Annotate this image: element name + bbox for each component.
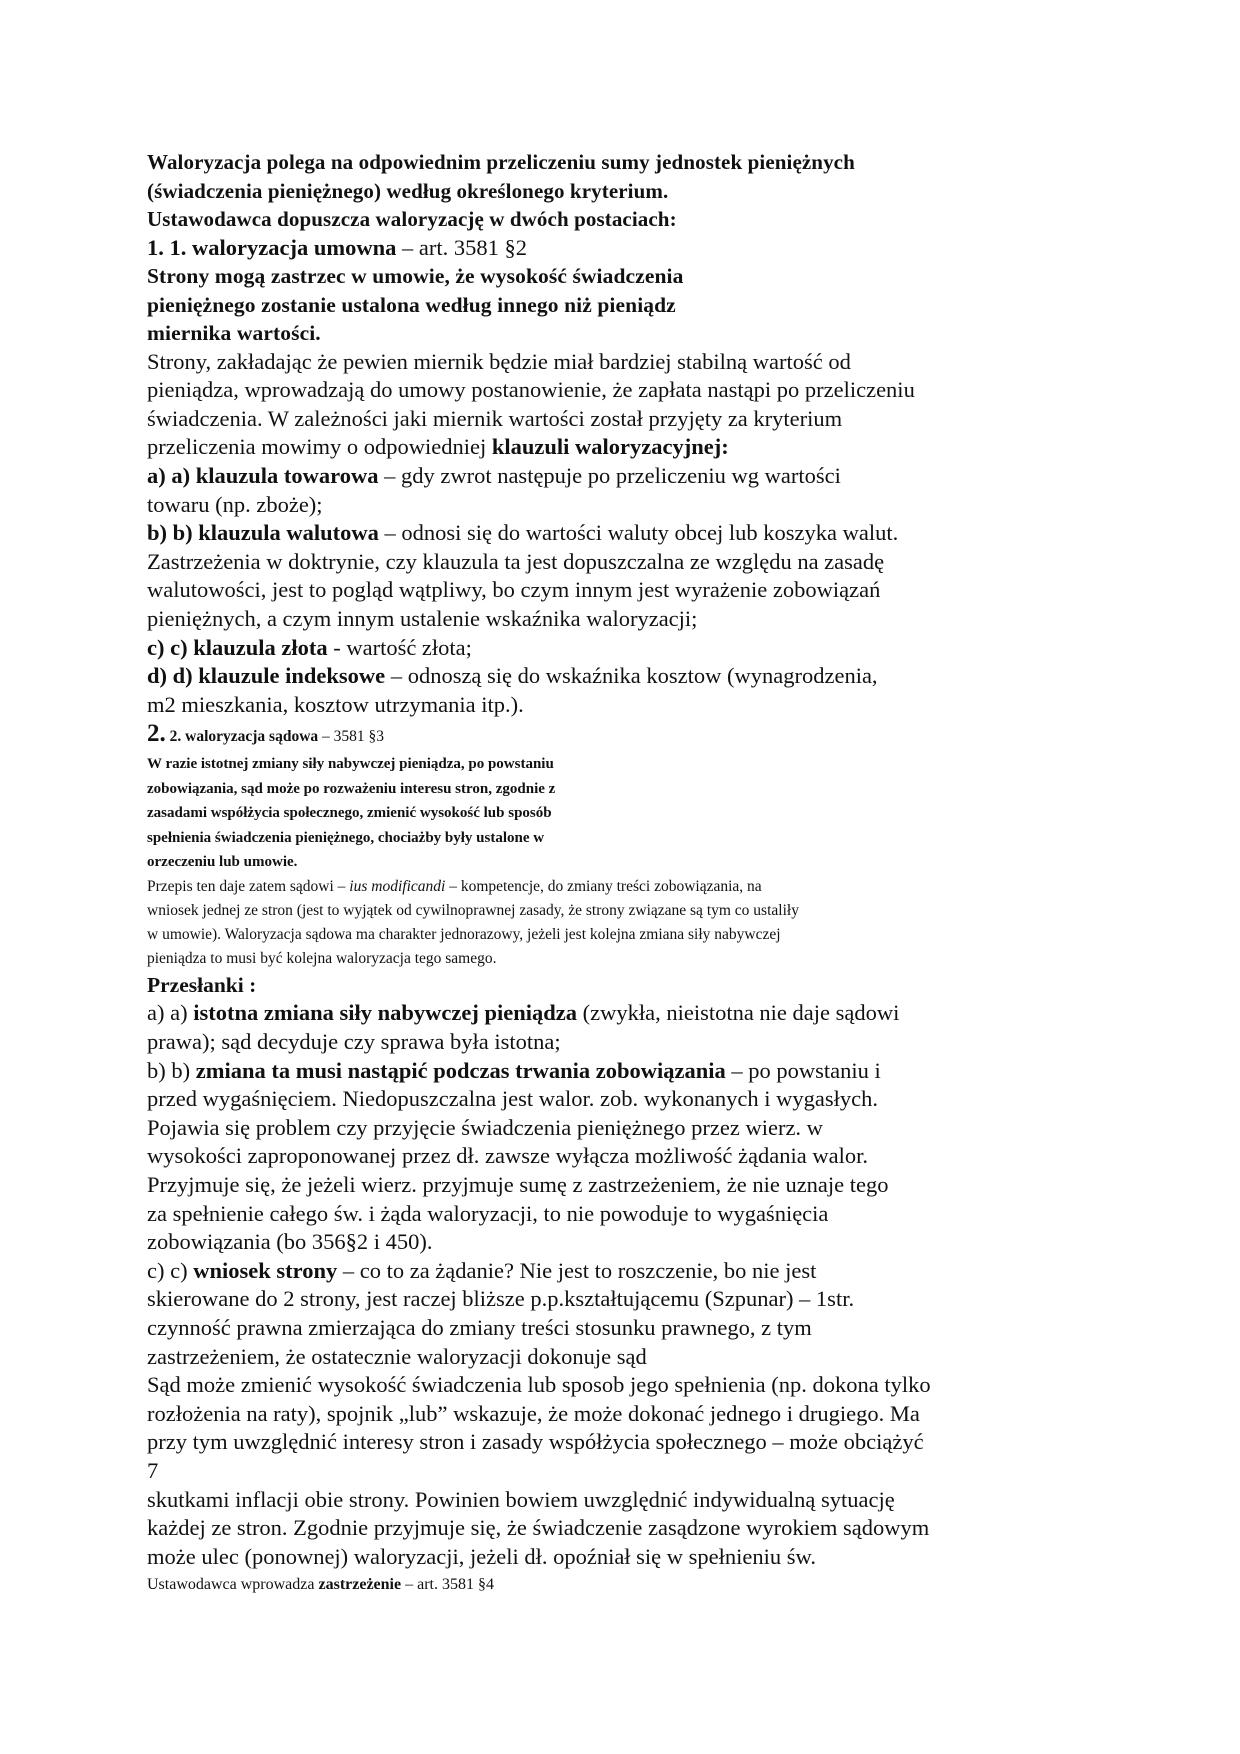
premise-c-cont: czynność prawna zmierzająca do zmiany treści stosunku prawnego, z tym: [147, 1314, 812, 1340]
premise-b-cont: za spełnienie całego św. i żąda waloryzacji, to nie powoduje to wygaśnięcia: [147, 1200, 829, 1226]
footer-term: zastrzeżenie: [318, 1576, 402, 1594]
body-line: Strony, zakładając że pewien miernik będzie miał bardziej stabilną wartość od: [147, 348, 851, 374]
commentary-line: [147, 875, 1047, 899]
commentary-line: wniosek jednej ze stron (jest to wyjątek od cywilnoprawnej zasady, że strony związane są tym co ustaliły: [147, 901, 799, 919]
section-1-title: waloryzacja umowna: [186, 234, 397, 260]
continuation-paragraph: [147, 1486, 1047, 1572]
commentary-line: pieniądza to musi być kolejna waloryzacja tego samego.: [147, 949, 497, 967]
section-2-rule: [147, 752, 1047, 875]
rule-line: zasadami współżycia społecznego, zmienić wysokość lub sposób: [147, 805, 552, 822]
rule-line: spełnienia świadczenia pieniężnego, chociażby były ustalone w: [147, 829, 545, 846]
rule-line: Strony mogą zastrzec w umowie, że wysokość świadczenia: [147, 264, 684, 289]
premise-b-cont: przed wygaśnięciem. Niedopuszczalna jest walor. zob. wykonanych i wygasłych.: [147, 1086, 879, 1112]
page-number: 7: [147, 1457, 159, 1483]
premise-c-text: – co to za żądanie? Nie jest to roszczenie, bo nie jest: [337, 1257, 817, 1283]
clause-c: [147, 634, 1047, 663]
footer-line: [147, 1571, 1047, 1599]
clause-c-text: - wartość złota;: [327, 634, 472, 660]
section-1-body: [147, 348, 1047, 462]
body-text: przeliczenia mowimy o odpowiedniej: [147, 434, 492, 460]
section-2-commentary: [147, 875, 1047, 971]
clause-b-text: – odnosi się do wartości waluty obcej lub koszyka walut.: [378, 520, 899, 546]
clause-a-cont: towaru (np. zboże);: [147, 491, 323, 517]
clause-b-cont: Zastrzeżenia w doktrynie, czy klauzula ta jest dopuszczalna ze względu na zasadę: [147, 548, 885, 574]
premise-a-term: istotna zmiana siły nabywczej pieniądza: [193, 1000, 577, 1026]
premise-a-label: a) a): [147, 1000, 194, 1026]
clause-b: [147, 519, 1047, 548]
clause-a: [147, 462, 1047, 491]
document-page: [147, 148, 1047, 1599]
clause-d: [147, 662, 1047, 691]
section-2-reference: – 3581 §3: [318, 728, 385, 746]
premise-a: [147, 999, 1047, 1028]
rule-line: W razie istotnej zmiany siły nabywczej pieniądza, po powstaniu: [147, 756, 554, 773]
clause-b-cont: walutowości, jest to pogląd wątpliwy, bo czym innym jest wyrażenie zobowiązań: [147, 577, 881, 603]
clause-list: [147, 462, 1047, 719]
premise-a-cont: prawa); sąd decyduje czy sprawa była istotna;: [147, 1029, 561, 1054]
premises-list: [147, 999, 1047, 1371]
continuation-line: może ulec (ponownej) waloryzacji, jeżeli dł. opoźniał się w spełnieniu św.: [147, 1543, 816, 1569]
premise-c-cont: skierowane do 2 strony, jest raczej bliższe p.p.kształtującemu (Szpunar) – 1str.: [147, 1286, 855, 1312]
clause-b-label: b) b) klauzula walutowa: [147, 520, 379, 546]
section-1-reference: – art. 3581 §2: [396, 234, 527, 260]
clause-term: klauzuli waloryzacyjnej:: [491, 434, 729, 460]
section-1-heading: [147, 234, 1047, 263]
clause-d-cont: m2 mieszkania, kosztow utrzymania itp.).: [147, 691, 524, 717]
premise-c-cont: zastrzeżeniem, że ostatecznie waloryzacji dokonuje sąd: [147, 1343, 647, 1369]
body-line: świadczenia. W zależności jaki miernik wartości został przyjęty za kryterium: [147, 405, 843, 431]
latin-term: ius modificandi: [349, 877, 446, 895]
premise-c-term: wniosek strony: [193, 1257, 338, 1283]
section-1-number: 1. 1.: [147, 234, 187, 260]
premise-b-cont: Pojawia się problem czy przyjęcie świadczenia pieniężnego przez wierz. w: [147, 1114, 823, 1140]
court-line: rozłożenia na raty), spojnik „lub” wskazuje, że może dokonać jednego i drugiego. Ma: [147, 1400, 920, 1426]
court-line: Sąd może zmienić wysokość świadczenia lub sposob jego spełnienia (np. dokona tylko: [147, 1372, 931, 1398]
body-line: pieniądza, wprowadzają do umowy postanowienie, że zapłata nastąpi po przeliczeniu: [147, 377, 915, 403]
clause-a-label: a) a) klauzula towarowa: [147, 462, 379, 488]
court-paragraph: [147, 1371, 1047, 1485]
intro-line: (świadczenia pieniężnego) według określonego kryterium.: [147, 178, 669, 203]
continuation-line: każdej ze stron. Zgodnie przyjmuje się, że świadczenie zasądzone wyrokiem sądowym: [147, 1515, 930, 1541]
commentary-text: – kompetencje, do zmiany treści zobowiązania, na: [445, 877, 762, 895]
section-2-title: 2. waloryzacja sądowa: [165, 728, 319, 746]
premise-b-cont: wysokości zaproponowanej przez dł. zawsze wyłącza możliwość żądania walor.: [147, 1143, 868, 1169]
rule-line: miernika wartości.: [147, 321, 321, 346]
intro-block: [147, 148, 1047, 234]
premise-c: [147, 1257, 1047, 1286]
body-line: [147, 433, 1047, 462]
intro-line: Waloryzacja polega na odpowiednim przeliczeniu sumy jednostek pieniężnych: [147, 150, 855, 174]
premise-b-cont: Przyjmuje się, że jeżeli wierz. przyjmuje sumę z zastrzeżeniem, że nie uznaje tego: [147, 1171, 889, 1197]
intro-line: Ustawodawca dopuszcza waloryzację w dwóch postaciach:: [147, 207, 677, 231]
commentary-line: w umowie). Waloryzacja sądowa ma charakter jednorazowy, jeżeli jest kolejna zmiana siły nabywczej: [147, 925, 781, 943]
premise-b: [147, 1057, 1047, 1086]
section-2-heading: [147, 719, 1047, 752]
rule-line: zobowiązania, sąd może po rozważeniu interesu stron, zgodnie z: [147, 780, 556, 797]
premise-b-term: zmiana ta musi nastąpić podczas trwania zobowiązania: [195, 1057, 726, 1083]
premise-b-label: b) b): [147, 1057, 196, 1083]
continuation-line: skutkami inflacji obie strony. Powinien bowiem uwzględnić indywidualną sytuację: [147, 1486, 895, 1512]
premise-b-cont: zobowiązania (bo 356§2 i 450).: [147, 1229, 433, 1255]
section-1-rule: [147, 262, 1047, 348]
commentary-text: Przepis ten daje zatem sądowi –: [147, 877, 350, 895]
premises-heading: Przesłanki :: [147, 972, 257, 997]
rule-line: pieniężnego zostanie ustalona według innego niż pieniądz: [147, 292, 676, 317]
court-line: przy tym uwzględnić interesy stron i zasady współżycia społecznego – może obciążyć: [147, 1429, 924, 1455]
rule-line: orzeczeniu lub umowie.: [147, 854, 298, 871]
section-2-number: 2.: [147, 720, 166, 748]
premise-b-text: – po powstaniu i: [725, 1057, 881, 1083]
footer-reference: – art. 3581 §4: [401, 1576, 494, 1594]
clause-d-label: d) d) klauzule indeksowe: [147, 663, 386, 689]
clause-b-cont: pieniężnych, a czym innym ustalenie wskaźnika waloryzacji;: [147, 605, 698, 631]
clause-a-text: – gdy zwrot następuje po przeliczeniu wg wartości: [378, 462, 841, 488]
premise-a-text: (zwykła, nieistotna nie daje sądowi: [576, 1000, 900, 1026]
clause-c-label: c) c) klauzula złota: [147, 634, 328, 660]
premise-c-label: c) c): [147, 1257, 194, 1283]
clause-d-text: – odnoszą się do wskaźnika kosztow (wynagrodzenia,: [385, 663, 878, 689]
footer-text: Ustawodawca wprowadza: [147, 1576, 319, 1594]
